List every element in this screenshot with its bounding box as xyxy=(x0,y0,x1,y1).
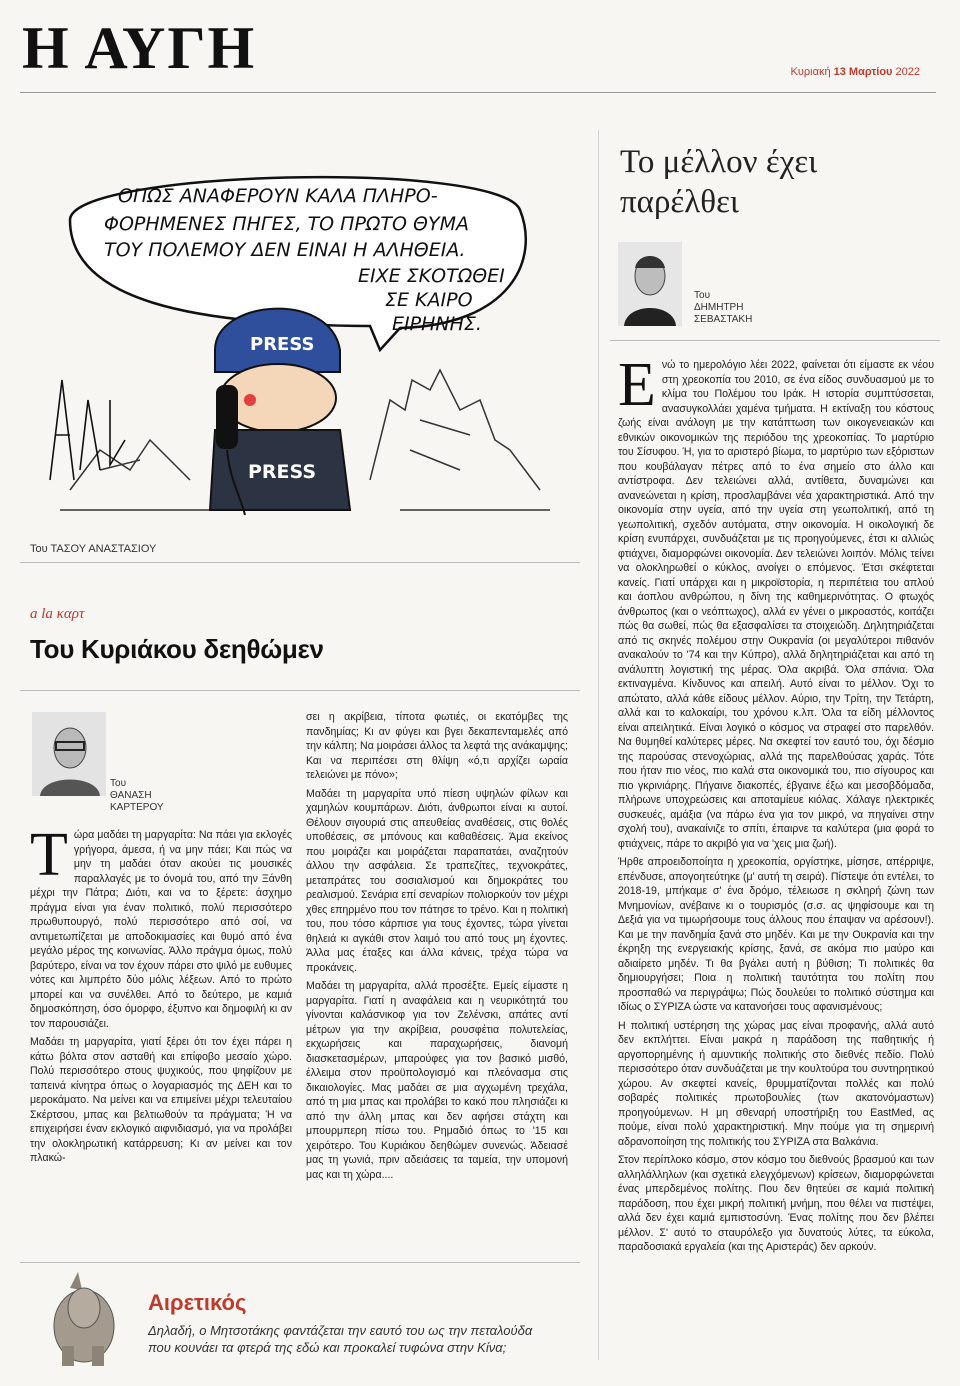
dropcap: Ε xyxy=(618,351,656,419)
left-article-column-1 xyxy=(30,821,292,1170)
cartoon-credit: Του ΤΑΣΟΥ ΑΝΑΣΤΑΣΙΟΥ xyxy=(30,543,157,555)
dropcap: Τ xyxy=(30,821,68,889)
reporter-mouth xyxy=(244,394,256,406)
paragraph: σει η ακρίβεια, τίποτα φωτιές, οι εκατόμβες της πανδημίας; Κι αν φύγει και βγει δεκαπενταμελές από την κάλπη; Να μοιράσει άλλος τα λεφτά της ανάκαμψης; Και να περιπέσει στη θλίψη «ό,τι αρχίζει ωραία τελειώνει με πόνο»; xyxy=(306,711,568,781)
rhino-illustration xyxy=(40,1268,140,1368)
author-photo xyxy=(618,242,682,326)
cartoon-drawing xyxy=(40,150,560,530)
author-photo xyxy=(32,712,106,796)
dateline xyxy=(791,66,920,78)
paragraph: Μαδάει τη μαργαρίτα, αλλά προσέξτε. Εμείς είμαστε η μαργαρίτα. Γιατί η αναφάλεια και η νευρικότητά του γίνονται καλάσνικοφ για τον Ζελένσκι, απάτες αντί μέτρων για την ακρίβεια, ρουσφέτια πολυτελείας, εκχωρήσεις και παραχωρήσεις, διανομή διασκετασμέρων, μπαρούφες για τον βασικό μισθό, έλλειμα στον προϋπολογισμό και πλεόνασμα στις δικαιολογίες. Μας μαδάει σε μια αγχωμένη τρεχάλα, από τη μια μπας και προλάβει το κακό που πλησιάζει κι από την άλλη μπας και δεν αφήσει στάχτη και μπουρμπερη πίσω του. Ρημαδιό όπως το '15 και χειρότερο. Του Κυριάκου δεηθώμεν συνενώς. Άδειασέ μας τη γωνιά, πριν αδειάσεις τα ταμεία, την υπομονή μας και τη χώρα.... xyxy=(306,980,568,1181)
masthead-rule xyxy=(20,92,936,93)
paragraph-text: ώρα μαδάει τη μαργαρίτα: Να πάει για εκλογές γρήγορα, άμεσα, ή να μην πάει; Και πώς να μην τη μαδάει όταν ακούει τις μουσικές παραλλαγές με το όνομά του, από την Ξάνθη μέχρι την Πάτρα; Διότι, και να το ξέρετε: άσχημο πράγμα είναι για έναν πολιτικό, πολύ περισσότερο πρωθυπουργό, πολύ περισσότερο από σοί, να αντιμετωπίζεται με αποδοκιμασίες και θυμό από ένα μεγάλο μέρος της κοινωνίας. Άλλο πράγμα όμως, πολύ βαρύτερο, είναι να τον έχουν πάρει στο ψιλό με ευθυμες νότες και λιμπρέτο δύο μόλις λέξεων. Από το πρώτο μπορεί και να συνέλθει. Από το δεύτερο, με καμιά δημοσκόπηση, όσο όμορφο, έξυπνο και δημοφιλή κι αν τον παρουσιάζει. xyxy=(30,829,292,1030)
balloon-line-1: ΟΠΩΣ ΑΝΑΦΕΡΟΥΝ ΚΑΛΑ ΠΛΗΡΟ- xyxy=(118,185,438,207)
dateline-year: 2022 xyxy=(895,66,920,78)
byline-first-name: ΔΗΜΗΤΡΗ xyxy=(694,302,744,313)
right-article-byline xyxy=(694,290,752,326)
paragraph: Μαδάει τη μαργαρίτα υπό πίεση υψηλών φίλων και χαμηλών κουμπάρων. Διότι, άνθρωποι είναι κι αυτοί. Θέλουν σιγουριά στις απευθείας αναθέσεις, στις θολές υποθέσεις, σε μπόνους και καθαθέσεις. Άμα εκείνος που μοιράζει και μοιράζεται παραπατάει, αναζητούν άλλου την ασφάλεια. Σε τραπεζίτες, τεχνοκράτες, μεταπράτες του σοσιαλισμού και δημοκράτες του ρεαλισμού. Σενάρια επί σεναρίων πολιορκούν τον μέχρι χθες επηρμένο που τον πάτησε το τρένο. Και η πολιτική του, που τόσο κάρπισε για τους έχοντες, τώρα γίνεται θηλειά κι αγκάθι στον λαιμό του από τους μη έχοντες. Άλλα μας έταξες και άλλα κάνεις, τρέχα τώρα να προκάνεις. xyxy=(306,787,568,974)
divider xyxy=(20,690,580,691)
section-kicker: a la καρτ xyxy=(30,606,85,622)
dateline-date: 13 Μαρτίου xyxy=(833,66,893,78)
column-separator xyxy=(598,130,599,1360)
byline-last-name: ΚΑΡΤΕΡΟΥ xyxy=(110,802,164,813)
byline-first-name: ΘΑΝΑΣΗ xyxy=(110,790,152,801)
heretic-text: Δηλαδή, ο Μητσοτάκης φαντάζεται την εαυτό του ως την πεταλούδα που κουνάει τα φτερά της εδώ και προκαλεί τυφώνα στην Κίνα; xyxy=(148,1323,533,1355)
balloon-line-6: ΕΙΡΗΝΗΣ. xyxy=(392,313,482,335)
author-portrait-icon xyxy=(32,712,106,796)
microphone-icon xyxy=(216,385,238,449)
paragraph: Μαδάει τη μαργαρίτα, γιατί ξέρει ότι τον έχει πάρει η κάτω βόλτα στον ασταθή και επίφοβο μεσαίο χώρο. Πολύ περισσότερο στους ψυχικούς, που ψηφίζουν με ταπεινά κίνητρα όπως ο λογαριασμός της ΔΕΗ και το μεροκάματο. Να μείνει και να επιμείνει μέχρι τελευταίου Σκέρτσου, μπας και βελτιωθούν τα πράγματα; Ή να επιχειρήσει έναν εκλογικό αιφνιδιασμό, για να προλάβει την ολοκληρωτική κατάρρευση; Κι αν μείνει και τον πλακώ- xyxy=(30,1036,292,1164)
byline-prefix: Του xyxy=(694,290,711,301)
helmet-label: PRESS xyxy=(250,334,315,355)
balloon-line-2: ΦΟΡΗΜΕΝΕΣ ΠΗΓΕΣ, ΤΟ ΠΡΩΤΟ ΘΥΜΑ xyxy=(104,213,469,235)
paragraph xyxy=(618,351,934,851)
author-portrait-icon xyxy=(618,242,682,326)
byline-prefix: Του xyxy=(110,778,127,789)
dateline-day: Κυριακή xyxy=(790,66,831,78)
paragraph: Η πολιτική υστέρηση της χώρας μας είναι προφανής, αλλά αυτό δεν εκπλήττει. Είναι μακρά η παράδοση της παθητικής ή αργοπορημένης ή αμυντικής πολιτικής στο διεθνές πεδίο. Πολύ περισσότερο όταν συνδυάζεται με την κουλτούρα του συντηρητικού χώρου. Αν σκεφτεί κανείς, θρυμματίζονται πολλές και πολύ σοβαρές πολιτικές πρωτοβουλίες (των ακατονόμαστων) προηγούμενων. Η μη σθεναρή υποστήριξη του EastMed, ας πούμε, είναι πολύ χαρακτηριστική. Μην πούμε για τη σημερινή αδρανοποίηση της πολιτικής του ΣΥΡΙΖΑ στα Βαλκάνια. xyxy=(618,1019,934,1148)
paragraph: Ήρθε απροειδοποίητα η χρεοκοπία, οργίστηκε, μίσησε, απέρριψε, επένδυσε, απογοητεύτηκε (μ' αυτή τη σειρά). Πίστεψε ότι εντέλει, το 2018-19, μπήκαμε σ' ένα δρόμο, τέλειωσε η σκληρή ζώνη των Μνημονίων, ανέβαινε κι ο τουρισμός (σ.σ. ας ψηφίσουμε και τη Δεξιά για να τιμωρήσουμε τους άλλους που έπαψαν να αρέσουν!). Και με την πανδημία ξανά στο μηδέν. Και με την Ουκρανία και την έκρηξη της ενεργειακής κρίσης, ξανά, σε ακόμα πιο μαύρο και αδιαίρετο μηδέν. Τι θα βγάλει αυτή η βύθιση; Τι πολιτικές θα δημιουργήσει; Ποια η πολιτική ταυτότητα του πολίτη που προσπαθώ να περιγράψω; Πώς δουλεύει το πολιτικό σύστημα και ιδίως ο ΣΥΡΙΖΑ ώστε να κατανοήσει τους αφανισμένους; xyxy=(618,856,934,1013)
rhino-icon xyxy=(40,1268,140,1368)
cartoon xyxy=(40,150,560,530)
balloon-line-4: ΕΙΧΕ ΣΚΟΤΩΘΕΙ xyxy=(358,265,505,287)
paragraph-text: νώ το ημερολόγιο λέει 2022, φαίνεται ότι είμαστε εκ νέου στη χρεοκοπία του 2010, σε ένα είδος συνδυασμού με το κλίμα του Πολέμου του Ιράκ. Η ιστορία συμπτύσσεται, ανασυγκολλάει χαμένα τμήματα. Η εκτίναξη του κόστους ζωής είναι ανάλογη με την κατάπτωση των οικογενειακών και εθνικών οικονομικών της περιόδου της χρεοκοπίας. Το μαρτύριο του Σίσυφου. Ή, για το αριστερό βίωμα, το μαρτύριο των εξόριστων που κουβάλαγαν πέτρες από το ένα σημείο στο άλλο και αντίστροφα. Δεν τελειώνει αλλά, αντίθετα, δυναμώνει και ανανεώνεται η κρίση, προσλαμβάνει νέα χαρακτηριστικά. Από την οικονομία στην υγεία, από την υγεία στη γεωπολιτική, από τη γεωπολιτική, σχεδόν αυτόματα, στην οικονομία. Η οικολογική δε κρίση ενυπάρχει, συνδυάζεται με τις προηγούμενες, έτσι κι αλλιώς φτιάχνει, διαμορφώνει οικονομία. Δεν τελειώνει λοιπόν. Μόλις τείνει να ολοκληρωθεί ο κύκλος, ανοίγει ο επόμενος. Έτσι σκέφτεται κανείς. Γιατί υπάρχει και η μικροϊστορία, η περιπέτεια του απλού και άοπλου ανθρώπου, η δίνη της καθημερινότητας. Ο φτωχός άνθρωπος (και ο νεόπτωχος), αλλά εν γένει ο μικροαστός, κοιτάζει πώς θα σωθεί, πώς θα εξασφαλίσει τα στοιχειώδη. Δηλητηριάζεται από τις σκηνές πολέμου στην Ουκρανία (οι μεγαλύτεροι πιθανόν ανακαλούν το '74 και την Κύπρο), αλλά δηλητηριάζεται και από τη ανάλυπτη λογιστική της μέρας. Όλα ακριβά. Όλα σπάνια. Όλα εκτιναγμένα. Κίνδυνος και απειλή. Αυτό είναι το μέλλον. Όχι το απώτατο, αλλά κάθε είδους μέλλον. Αύριο, την Τρίτη, την Τετάρτη, αλλά και το καλοκαίρι, του χρόνου κ.λπ. Όλα τα είδη μέλλοντος είναι απειλητικά. Είναι λογικό ο κόσμος να στραφεί στο παρελθόν. Να θυμηθεί καλύτερες μέρες. Να σκεφτεί τον εαυτό του, όχι δέσμιο της παρούσας στενοχώριας, αλλά της παρελθούσας χαράς. Τότε που ήταν πιο νέος, πιο καλά στα οικονομικά του, πιο σίγουρος και πιο γκρινιάρης. Πήγαινε διακοπές, έβγαινε έξω και μεσοβδόμαδα, πλήρωνε υποχρεώσεις και αποταμίευε κιόλας. Χάλαγε ηλεκτρικές συσκευές, αμάξια (να πάρω ένα για τον μικρό, να πηγαίνει στην σχολή του), ανακαίνιζε το σπίτι, έπαιρνε τα καλύτερα (μια φορά το φτιάχνεις, πάρε το ακριβό για να 'χεις μια ζωή). xyxy=(618,359,934,850)
cartoonist-signature-icon xyxy=(50,380,125,480)
left-article-column-2 xyxy=(306,710,568,1186)
vest-label: PRESS xyxy=(248,461,317,483)
right-article-body xyxy=(618,351,934,1259)
reporter-figure xyxy=(210,309,350,515)
balloon-line-5: ΣΕ ΚΑΙΡΟ xyxy=(385,289,473,311)
left-article-byline xyxy=(110,778,164,814)
paragraph: Στον περίπλοκο κόσμο, στον κόσμο του διεθνούς βρασμού και των αλληλάλληλων (και σχετικά ελεγχόμενων) κρίσεων, διαμορφώνεται ένας μπερδεμένος πολίτης. Που δεν θητεύει σε καμιά πολιτική παράδοση, που έχει μικρή πολιτική μνήμη, που θέλει να πιστέψει, αλλά δεν έχει καμιά εμπιστοσύνη. Ένας πολίτης που δεν βλέπει μέλλον. Σ' αυτό το σταυρόλεξο για δυνατούς λύτες, τα εύκολα, παραδοσιακά εργαλεία (και της Αριστεράς) δεν αρκούν. xyxy=(618,1154,934,1253)
byline-last-name: ΣΕΒΑΣΤΑΚΗ xyxy=(694,314,753,325)
right-article-title: Το μέλλον έχει παρέλθει xyxy=(620,144,818,220)
paragraph xyxy=(30,821,292,1031)
masthead-title: Η ΑΥΓΗ xyxy=(22,15,257,81)
divider xyxy=(20,1262,580,1263)
left-article-title: Του Κυριάκου δεηθώμεν xyxy=(30,634,324,664)
balloon-line-3: ΤΟΥ ΠΟΛΕΜΟΥ ΔΕΝ ΕΙΝΑΙ Η ΑΛΗΘΕΙΑ. xyxy=(104,239,466,261)
divider xyxy=(20,562,580,563)
heretic-title: Αιρετικός xyxy=(148,1290,247,1315)
divider xyxy=(610,340,940,341)
